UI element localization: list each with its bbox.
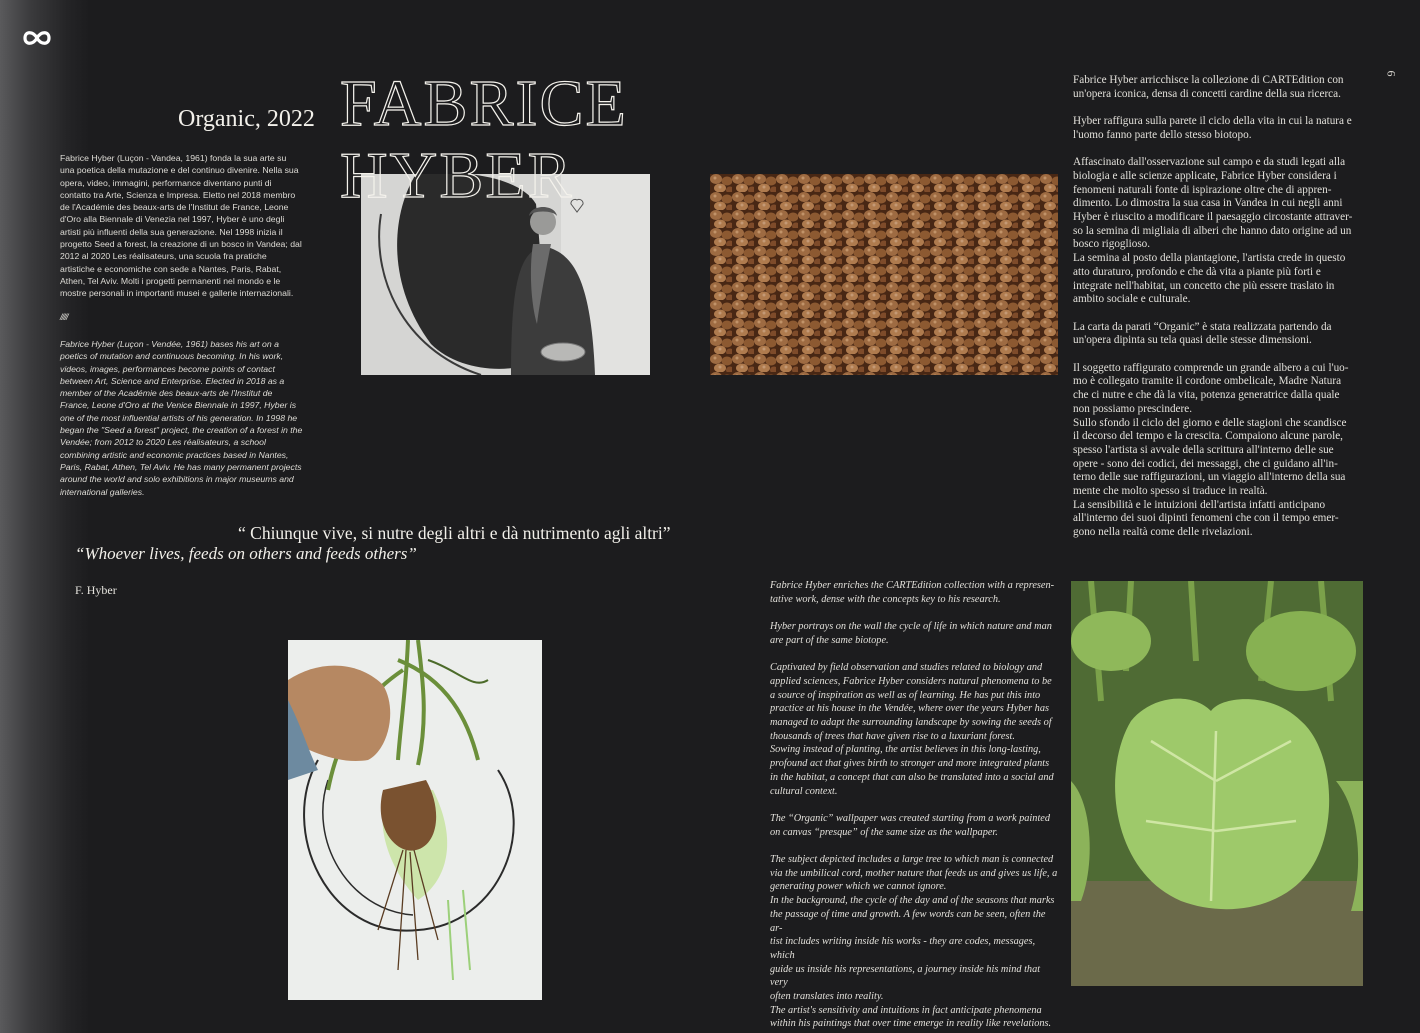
bio-italian — [60, 152, 303, 300]
article-english — [770, 579, 1060, 1031]
artist-name-line2: HYBER — [340, 139, 574, 212]
article-english-paragraph: The artist's sensitivity and intuitions in fact anticipate phenomena within his paintings that over time emerge in reality like revelations. — [770, 1004, 1052, 1030]
photo-squash-leaf — [1071, 581, 1363, 986]
article-english-paragraph: Captivated by field observation and studies related to biology and applied sciences, Fabrice Hyber considers natural phenomena to be a source of inspiration as well as of learning. He has put this into practice at his house in the Vendée, where over the years Hyber has managed to adapt the surrounding landscape by sowing the seeds of thousands of trees that have given rise to a luxuriant forest. — [770, 662, 1052, 742]
artist-name-heading — [340, 68, 628, 212]
article-english-paragraph: The “Organic” wallpaper was created starting from a work painted on canvas “presque” of the same size as the wallpaper. — [770, 812, 1051, 838]
quote-english: “Whoever lives, feeds on others and feeds others” — [75, 544, 417, 563]
infinity-icon — [21, 28, 53, 53]
photo-seeds — [710, 174, 1058, 375]
article-italian-paragraph: Fabrice Hyber arricchisce la collezione di CARTEdition con un'opera iconica, densa di concetti cardine della sua ricerca. — [1073, 74, 1344, 100]
quote-author: F. Hyber — [75, 583, 117, 597]
article-italian-paragraph: La carta da parati “Organic” è stata realizzata partendo da un'opera dipinta su tela quasi delle stesse dimensioni. — [1073, 320, 1332, 347]
bio-divider: ///// — [60, 312, 68, 322]
quote-italian: “ Chiunque vive, si nutre degli altri e dà nutrimento agli altri” — [238, 523, 671, 543]
article-italian-paragraph: La semina al posto della piantagione, l'artista crede in questo atto duraturo, profondo e che dà vita a piante più forti e integrate nell'habitat, un concetto che più essere traslato in ambito sociale e culturale. — [1073, 252, 1346, 306]
article-english-paragraph: Sowing instead of planting, the artist believes in this long-lasting, profound act that gives birth to stronger and more integrated plants in the habitat, a concept that can also be translated into a social and cultural context. — [770, 744, 1054, 797]
article-english-paragraph: Hyber portrays on the wall the cycle of life in which nature and man are part of the same biotope. — [770, 621, 1052, 646]
bio-english-text: Fabrice Hyber (Luçon - Vendée, 1961) bases his art on a poetics of mutation and continuous becoming. In his work, videos, images, performances become points of contact between Art, Science and Enterprise. Elected in 2018 as a member of the Académie des beaux-arts de l'Institut de France, Leone d'Oro at the Venice Biennale in 1997, Hyber is one of the most influential artists of his generation. In 1998 he began the "Seed a forest" project, the creation of a forest in the Vendée; from 2012 to 2020 Les réalisateurs, a school combining artistic and economic practices based in Nantes, Paris, Rabat, Athen, Tel Aviv. He has many permanent projects around the world and solo exhibitions in major museums and international galleries. — [60, 339, 303, 497]
bio-italian-text: Fabrice Hyber (Luçon - Vandea, 1961) fonda la sua arte su una poetica della mutazione e del continuo divenire. Nella sua opera, video, immagini, performance diventano punti di contatto tra Arte, Scienza e Impresa. Eletto nel 2018 membro de l'Académie des beaux-arts de l'Institut de France, Leone d'Oro alla Biennale di Venezia nel 1997, Hyber è uno degli artisti più influenti della sua generazione. Nel 1998 inizia il progetto Seed a forest, la creazione di un bosco in Vandea; dal 2012 al 2020 Les réalisateurs, una scuola fra pratiche artistiche e economiche con sede a Nantes, Paris, Rabat, Athen, Tel Aviv. Molti i progetti permanenti nel mondo e le mostre personali in importanti musei e gallerie internazionali. — [60, 153, 302, 299]
article-english-paragraph: The subject depicted includes a large tree to which man is connected via the umbilical cord, mother nature that feeds us and gives us life, a generating power which we cannot ignore. — [770, 854, 1058, 893]
article-english-paragraph: In the background, the cycle of the day and of the seasons that marks the passage of time and growth. A few words can be seen, often the ar- tist includes writing inside his works - they are codes, messages, which guide us inside his representations, a journey inside his mind that very often translates into reality. — [770, 895, 1055, 1003]
article-italian-paragraph: Hyber raffigura sulla parete il ciclo della vita in cui la natura e l'uomo fanno parte dello stesso biotopo. — [1073, 115, 1352, 141]
artist-name-line1: FABRICE — [340, 67, 628, 140]
bio-english — [60, 338, 303, 498]
page-number: 6 — [1384, 70, 1399, 77]
photo-onion-bulb — [288, 640, 542, 1000]
article-italian-paragraph: La sensibilità e le intuizioni dell'artista infatti anticipano all'interno dei suoi dipinti fenomeni che con il tempo emer- gono nella realtà come delle rivelazioni. — [1073, 498, 1339, 539]
article-italian-paragraph: Affascinato dall'osservazione sul campo e da studi legati alla biologia e alle scienze applicate, Fabrice Hyber considera i fenomeni naturali fonte di ispirazione oltre che di appren- dimento. Lo dimostra la sua casa in Vandea in cui negli anni Hyber è riuscito a modificare il paesaggio circostante attraver- so la semina di migliaia di alberi che hanno dato origine ad un bosco rigoglioso. — [1073, 156, 1353, 251]
article-english-paragraph: Fabrice Hyber enriches the CARTEdition collection with a represen- tative work, dense with the concepts key to his research. — [770, 580, 1055, 605]
article-italian-paragraph: Il soggetto raffigurato comprende un grande albero a cui l'uo- mo è collegato tramite il cordone ombelicale, Madre Natura che ci nutre e che dà la vita, potenza generatrice dalla quale non possiamo prescindere. — [1073, 361, 1349, 415]
article-italian — [1073, 74, 1363, 540]
work-title: Organic, 2022 — [178, 106, 315, 132]
article-italian-paragraph: Sullo sfondo il ciclo del giorno e delle stagioni che scandisce il decorso del tempo e la crescita. Compaiono alcune parole, spesso l'artista si avvale della scrittura all'interno delle sue opere - sono dei codici, dei messaggi, che ci guidano all'in- terno delle sue raffigurazioni, un viaggio all'interno della sua mente che molto spesso si traduce in realtà. — [1073, 416, 1347, 498]
